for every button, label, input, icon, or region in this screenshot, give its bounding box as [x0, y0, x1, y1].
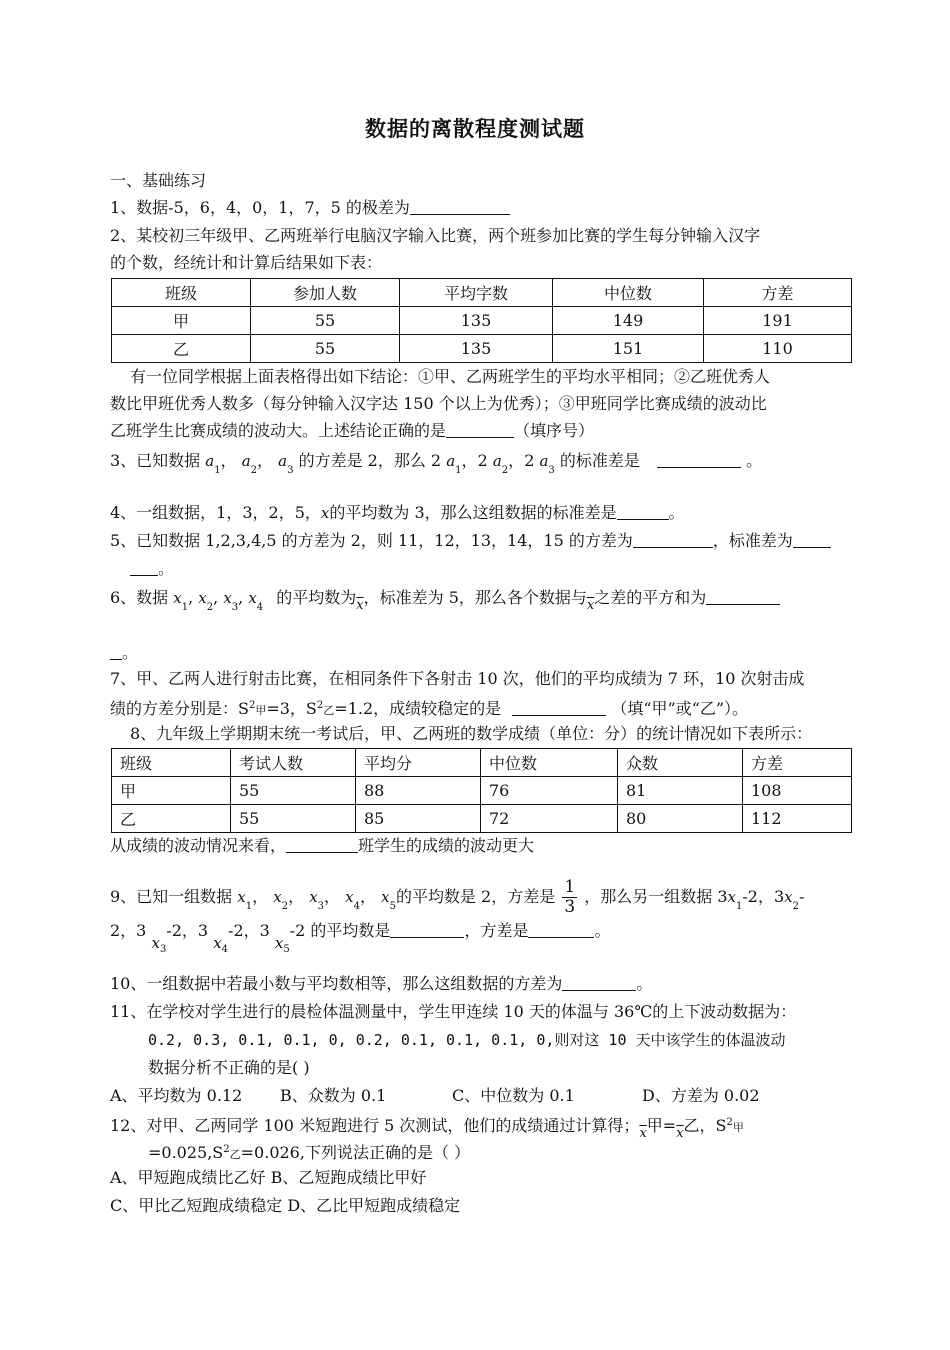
question-6-cont — [110, 642, 138, 664]
answer-blank — [512, 699, 606, 716]
table-cell: 85 — [356, 805, 481, 833]
superscript: 2 — [316, 700, 324, 711]
subscript: 乙 — [323, 704, 335, 717]
variable: x — [274, 934, 284, 952]
answer-blank — [562, 974, 636, 991]
variable: a — [539, 452, 549, 470]
answer-blank — [410, 198, 510, 215]
subscript: 2 — [501, 465, 509, 476]
subscript: 3 — [159, 944, 167, 955]
variable: x — [320, 504, 330, 522]
table-header-row — [112, 749, 852, 777]
table-cell: 135 — [400, 307, 553, 335]
table-header-cell: 众数 — [618, 749, 743, 777]
table-row — [112, 777, 852, 805]
variable: x — [237, 888, 246, 906]
table-cell: 112 — [743, 805, 852, 833]
period: 。 — [668, 503, 685, 522]
answer-blank — [706, 588, 780, 605]
period: 。 — [594, 921, 611, 940]
question-text: =1.2，成绩较稳定的是 — [334, 699, 502, 718]
subscript: 1 — [455, 465, 462, 476]
subscript: 乙 — [229, 1148, 241, 1161]
question-9-line-1 — [110, 878, 804, 918]
question-text: 10、一组数据中若最小数与平均数相等，那么这组数据的方差为 — [110, 974, 563, 993]
subscript: 3 — [548, 465, 555, 476]
question-5-cont — [130, 558, 174, 580]
variable: x — [345, 888, 354, 906]
mean-symbol: x — [356, 598, 364, 613]
subscript: 3 — [317, 901, 325, 912]
variable: x — [151, 934, 160, 952]
subscript: 2 — [206, 602, 214, 613]
answer-blank — [446, 421, 514, 438]
option-b: B、众数为 0.1 — [280, 1086, 387, 1105]
table-cell: 甲 — [112, 307, 251, 335]
question-12-options-ab: A、甲短跑成绩比乙好 B、乙短跑成绩比甲好 — [110, 1168, 427, 1187]
question-7-line-1: 7、甲、乙两人进行射击比赛，在相同条件下各射击 10 次，他们的平均成绩为 7 环，10 次射击成 — [110, 669, 805, 688]
table-cell: 80 — [618, 805, 743, 833]
table-cell: 135 — [400, 335, 553, 363]
option-a: A、平均数为 0.12 — [110, 1086, 243, 1105]
conclusion-line-1: 有一位同学根据上面表格得出如下结论：①甲、乙两班学生的平均水平相同；②乙班优秀人 — [130, 367, 771, 386]
variable: a — [205, 452, 215, 470]
subscript: 5 — [283, 944, 290, 955]
subscript: 1 — [245, 901, 253, 912]
question-11-line-1: 11、在学校对学生进行的晨检体温测量中，学生甲连续 10 天的体温与 36℃的上下波动数据为： — [110, 1002, 797, 1021]
question-text: 班学生的成绩的波动更大 — [358, 836, 535, 855]
question-text: 12、对甲、乙两同学 100 米短跑进行 5 次测试，他们的成绩通过计算得； — [110, 1116, 640, 1135]
answer-blank — [793, 531, 831, 548]
comma: ， — [257, 451, 274, 470]
question-text: -2，3 — [228, 921, 270, 940]
table-header-cell: 考试人数 — [231, 749, 356, 777]
variable: a — [241, 452, 251, 470]
question-9-line-2 — [110, 920, 610, 961]
question-text: -2，3 — [742, 887, 785, 906]
table-header-cell: 中位数 — [481, 749, 618, 777]
subscript: 1 — [181, 602, 189, 613]
fraction-one-third — [562, 878, 577, 917]
variable: a — [446, 452, 456, 470]
question-text: ，标准差为 5，那么各个数据与 — [363, 588, 587, 607]
table-cell: 76 — [481, 777, 618, 805]
score-table-1 — [111, 278, 852, 363]
answer-blank — [286, 836, 358, 853]
subscript: 2 — [250, 465, 258, 476]
table-cell: 110 — [704, 335, 852, 363]
question-6: 6、数据 $x_1$, $x_2$, $x_3$, $x_4$ 的平均数为$_{\overline{x}}$，标准差为 5，那么各个数据与$_{\overline{x}}$之差的平方和为 — [110, 587, 780, 619]
variable: x — [213, 934, 222, 952]
question-text: 的平均数为 3，那么这组数据的标准差是 — [329, 503, 617, 522]
question-text: 的平均数为 — [276, 588, 357, 607]
question-12-options-cd: C、甲比乙短跑成绩稳定 D、乙比甲短跑成绩稳定 — [110, 1196, 461, 1215]
table-header-cell: 平均字数 — [400, 279, 553, 307]
question-11-line-3: 数据分析不正确的是( ) — [148, 1058, 310, 1077]
mean-symbol: x — [639, 1126, 647, 1141]
subscript: 3 — [231, 602, 239, 613]
question-text: ，标准差为 — [712, 531, 793, 550]
question-8-line-2 — [110, 835, 534, 857]
numerator: 1 — [564, 877, 576, 897]
table-cell: 151 — [553, 335, 704, 363]
table-row — [112, 805, 852, 833]
comma: ， — [324, 887, 341, 906]
table-cell: 149 — [553, 307, 704, 335]
question-8-line-1: 8、九年级上学期期末统一考试后，甲、乙两班的数学成绩（单位：分）的统计情况如下表所示： — [130, 724, 813, 743]
subscript: 1 — [735, 901, 743, 912]
question-text: =3，S — [266, 699, 317, 718]
question-text: 从成绩的波动情况来看， — [110, 836, 287, 855]
table-header-cell: 班级 — [112, 279, 251, 307]
question-text: 6、数据 — [110, 588, 169, 607]
table-cell: 72 — [481, 805, 618, 833]
question-text: =0.025,S — [148, 1143, 224, 1162]
mean-symbol: x — [676, 1126, 684, 1141]
answer-blank — [528, 921, 594, 938]
subscript: 2 — [281, 901, 289, 912]
table-row — [112, 307, 852, 335]
answer-blank — [657, 451, 741, 468]
option-d: D、方差为 0.02 — [642, 1086, 760, 1105]
table-header-row — [112, 279, 852, 307]
subscript: 3 — [287, 465, 294, 476]
question-2-line-1: 2、某校初三年级甲、乙两班举行电脑汉字输入比赛，两个班参加比赛的学生每分钟输入汉字 — [110, 226, 761, 245]
conclusion-line-3 — [110, 420, 594, 442]
conclusion-line-2: 数比甲班优秀人数多（每分钟输入汉字达 150 个以上为优秀）；③甲班同学比赛成绩的波动比 — [110, 394, 767, 413]
option-c: C、中位数为 0.1 — [452, 1086, 575, 1105]
question-text: 的标准差是 — [559, 451, 640, 470]
table-cell: 55 — [251, 335, 400, 363]
denominator: 3 — [564, 897, 576, 917]
subscript: 4 — [353, 901, 360, 912]
table-cell: 55 — [231, 805, 356, 833]
coefficient: 2 — [524, 451, 535, 470]
question-5 — [110, 530, 831, 552]
question-text: -2 的平均数是 — [289, 921, 391, 940]
question-11-line-2: 0.2, 0.3, 0.1, 0.1, 0, 0.2, 0.1, 0.1, 0.1, 0,则对这 10 天中该学生的体温波动 — [148, 1031, 786, 1049]
table-cell: 55 — [231, 777, 356, 805]
question-text: 之差的平方和为 — [594, 588, 707, 607]
subscript: 1 — [214, 465, 221, 476]
period: 。 — [158, 559, 175, 578]
question-text: （填“甲”或“乙”）。 — [611, 699, 749, 718]
score-table-2 — [111, 748, 852, 833]
table-cell: 81 — [618, 777, 743, 805]
question-3 — [110, 450, 762, 482]
table-row — [112, 335, 852, 363]
period: 。 — [746, 451, 763, 470]
table-cell: 乙 — [112, 805, 231, 833]
table-cell: 甲 — [112, 777, 231, 805]
answer-blank — [110, 643, 122, 660]
table-cell: 55 — [251, 307, 400, 335]
question-7-line-2 — [110, 695, 748, 722]
period: 。 — [636, 974, 653, 993]
variable: x — [173, 589, 182, 607]
variable: x — [198, 589, 207, 607]
question-text: 乙班学生比赛成绩的波动大。上述结论正确的是 — [110, 421, 447, 440]
variable: a — [492, 452, 502, 470]
answer-blank — [130, 559, 158, 576]
question-text: 甲= — [646, 1116, 677, 1135]
question-text: 1、数据-5，6，4，0，1，7，5 的极差为 — [110, 198, 410, 217]
variable: x — [309, 888, 318, 906]
comma: ， — [220, 451, 237, 470]
table-cell: 乙 — [112, 335, 251, 363]
subscript: 甲 — [732, 1121, 744, 1134]
question-text: ，方差是 — [464, 921, 529, 940]
variable: a — [278, 452, 288, 470]
comma: ， — [252, 887, 269, 906]
question-text: （填序号） — [514, 421, 595, 440]
table-header-cell: 方差 — [704, 279, 852, 307]
question-text: 9、已知一组数据 — [110, 887, 233, 906]
comma: ， — [508, 451, 525, 470]
question-text: ，那么另一组数据 3 — [584, 887, 728, 906]
variable: x — [381, 888, 390, 906]
subscript: 4 — [256, 602, 264, 613]
table-header-cell: 中位数 — [553, 279, 704, 307]
superscript: 2 — [223, 1144, 230, 1155]
section-heading: 一、基础练习 — [110, 171, 207, 190]
question-text: 2，3 — [110, 921, 147, 940]
superscript: 2 — [726, 1117, 733, 1128]
table-header-cell: 班级 — [112, 749, 231, 777]
question-text: 5、已知数据 1,2,3,4,5 的方差为 2，则 11，12，13，14，15 的方差为 — [110, 531, 633, 550]
question-text: =0.026,下列说法正确的是（ ） — [240, 1143, 471, 1162]
variable: x — [223, 589, 232, 607]
answer-blank — [617, 503, 669, 520]
question-text: -2，3 — [166, 921, 209, 940]
question-10 — [110, 973, 652, 995]
question-text: 绩的方差分别是：S — [110, 699, 249, 718]
answer-blank — [633, 531, 713, 548]
comma: ， — [288, 887, 305, 906]
question-2-line-2: 的个数，经统计和计算后结果如下表： — [110, 253, 383, 272]
page-title: 数据的离散程度测试题 — [365, 116, 585, 141]
question-text: 的方差是 2，那么 2 — [298, 451, 442, 470]
table-cell: 191 — [704, 307, 852, 335]
table-cell: 108 — [743, 777, 852, 805]
comma: ， — [359, 887, 376, 906]
table-header-cell: 参加人数 — [251, 279, 400, 307]
variable: x — [273, 888, 282, 906]
variable: x — [248, 589, 257, 607]
question-4 — [110, 502, 685, 524]
question-1 — [110, 197, 510, 219]
subscript: 甲 — [255, 704, 267, 717]
question-12-line-2 — [148, 1139, 470, 1166]
period: 。 — [122, 643, 139, 662]
superscript: 2 — [248, 700, 256, 711]
mean-symbol: x — [586, 598, 595, 613]
question-text: 乙，S — [683, 1116, 727, 1135]
question-text: 的平均数是 2，方差是 — [395, 887, 556, 906]
question-11-options — [110, 1085, 760, 1107]
coefficient: 2 — [477, 451, 488, 470]
table-cell: 88 — [356, 777, 481, 805]
subscript: 4 — [221, 944, 229, 955]
table-header-cell: 方差 — [743, 749, 852, 777]
variable: x — [784, 888, 793, 906]
variable: x — [727, 888, 736, 906]
subscript: 5 — [389, 901, 396, 912]
question-text: 4、一组数据，1，3，2，5， — [110, 503, 321, 522]
question-text: 3、已知数据 — [110, 451, 201, 470]
comma: ， — [461, 451, 478, 470]
question-text: - — [798, 887, 805, 906]
subscript: 2 — [792, 901, 799, 912]
table-header-cell: 平均分 — [356, 749, 481, 777]
answer-blank — [390, 921, 464, 938]
